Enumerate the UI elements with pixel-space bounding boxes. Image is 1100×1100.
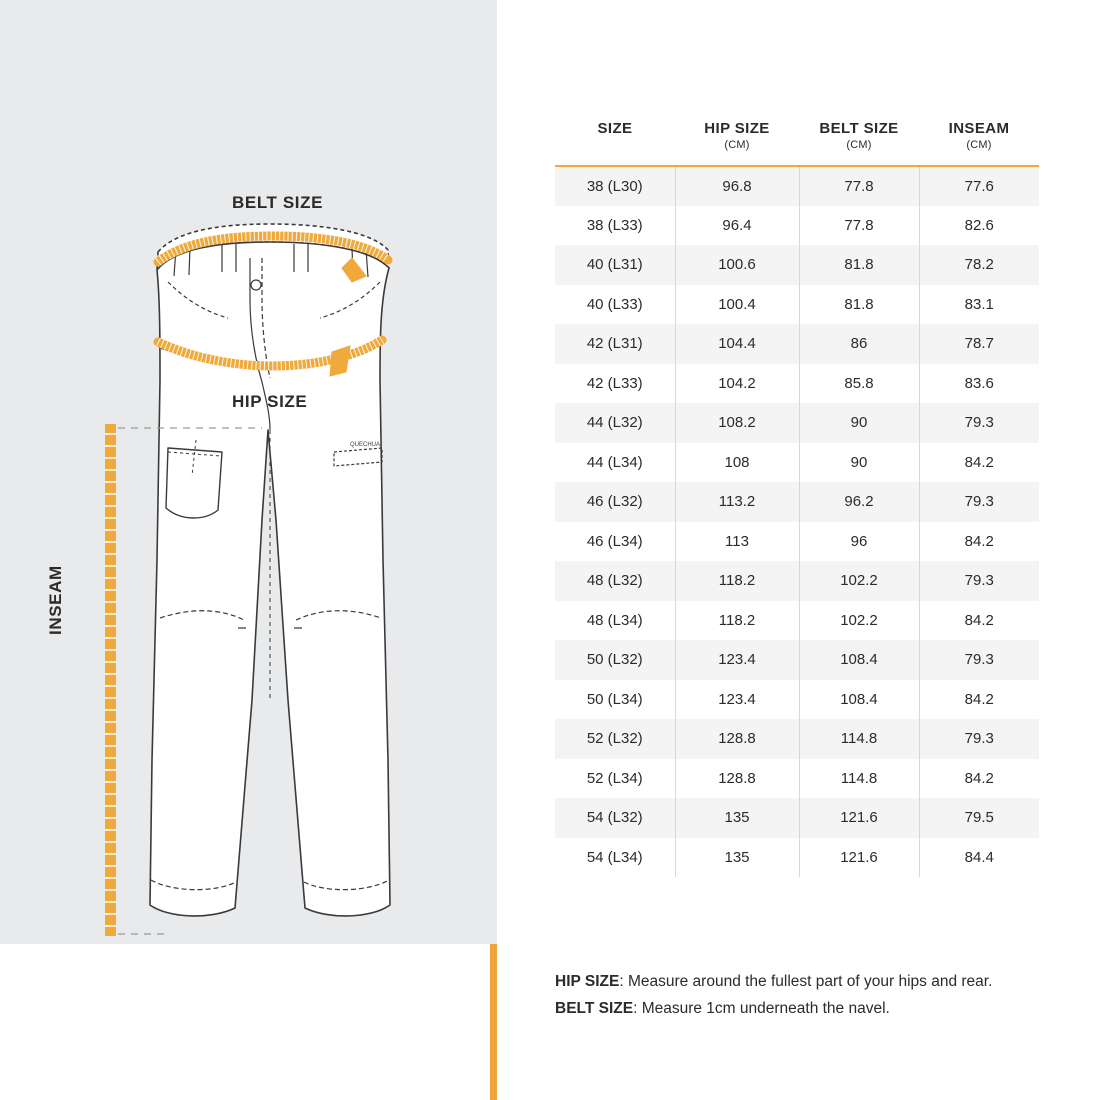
cell-hip-size: 108: [675, 443, 799, 483]
table-body: [555, 166, 1039, 877]
cell-size: 42 (L33): [555, 364, 675, 404]
cell-inseam: 78.2: [964, 256, 994, 274]
column-header-hip-size-unit: (CM): [724, 139, 750, 151]
table-row: [555, 166, 1039, 206]
cell-size: 48 (L34): [555, 601, 675, 641]
cell-size: 52 (L34): [555, 759, 675, 799]
column-header-belt-size-label: BELT SIZE: [819, 120, 899, 137]
cell-belt-size: 90: [799, 443, 919, 483]
cell-hip-size: 100.4: [675, 285, 799, 325]
cell-belt-size: 96: [799, 522, 919, 562]
belt-size-label: BELT SIZE: [232, 193, 324, 212]
table-row: [555, 206, 1039, 246]
size-table-panel: [497, 0, 1100, 1100]
cell-belt-size: 85.8: [799, 364, 919, 404]
cell-hip-size: 96.4: [675, 206, 799, 246]
table-row: [555, 798, 1039, 838]
cell-hip-size: 104.2: [675, 364, 799, 404]
size-chart-table: [555, 120, 1039, 877]
table-row: [555, 838, 1039, 878]
cell-hip-size: 128.8: [675, 759, 799, 799]
cell-hip-size: 118.2: [675, 601, 799, 641]
table-row: [555, 680, 1039, 720]
note-hip-size-term: HIP SIZE: [555, 973, 620, 990]
cell-belt-size: 114.8: [799, 759, 919, 799]
cell-hip-size: 96.8: [675, 166, 799, 206]
cell-belt-size: 77.8: [799, 166, 919, 206]
cell-size: 40 (L31): [555, 245, 675, 285]
cell-belt-size: 102.2: [799, 601, 919, 641]
column-header-inseam-unit: (CM): [966, 139, 992, 151]
table-row: [555, 561, 1039, 601]
cell-belt-size: 86: [799, 324, 919, 364]
table-row: [555, 601, 1039, 641]
cell-inseam: 84.2: [964, 690, 994, 708]
cell-inseam: 79.3: [964, 651, 994, 669]
cell-size: 46 (L32): [555, 482, 675, 522]
measurement-notes: [555, 968, 1075, 1022]
table-row: [555, 324, 1039, 364]
cell-hip-size: 128.8: [675, 719, 799, 759]
cell-size: 44 (L34): [555, 443, 675, 483]
column-header-inseam-label: INSEAM: [948, 120, 1010, 137]
table-row: [555, 245, 1039, 285]
cell-hip-size: 108.2: [675, 403, 799, 443]
table-row: [555, 482, 1039, 522]
cell-hip-size: 113: [675, 522, 799, 562]
cell-belt-size: 114.8: [799, 719, 919, 759]
cell-belt-size: 77.8: [799, 206, 919, 246]
cell-inseam: 84.2: [964, 611, 994, 629]
column-header-hip-size: [675, 120, 799, 166]
column-header-hip-size-label: HIP SIZE: [704, 120, 770, 137]
cell-belt-size: 102.2: [799, 561, 919, 601]
note-belt-size: [555, 995, 1075, 1022]
cell-size: 38 (L30): [555, 166, 675, 206]
cell-inseam: 77.6: [964, 177, 994, 195]
illustration-panel: [0, 0, 497, 944]
column-header-inseam: [919, 120, 1039, 166]
note-belt-size-text: : Measure 1cm underneath the navel.: [633, 1000, 890, 1018]
cell-inseam: 84.2: [964, 769, 994, 787]
cell-size: 48 (L32): [555, 561, 675, 601]
cell-hip-size: 135: [675, 838, 799, 878]
cell-belt-size: 90: [799, 403, 919, 443]
cell-hip-size: 113.2: [675, 482, 799, 522]
cell-size: 50 (L34): [555, 680, 675, 720]
cell-hip-size: 104.4: [675, 324, 799, 364]
inseam-label: INSEAM: [46, 565, 65, 635]
cell-hip-size: 123.4: [675, 680, 799, 720]
cell-inseam: 84.2: [964, 532, 994, 550]
column-header-size-label: SIZE: [597, 120, 633, 137]
table-header-row: [555, 120, 1039, 166]
cell-hip-size: 135: [675, 798, 799, 838]
note-hip-size-text: : Measure around the fullest part of your hips and rear.: [619, 973, 993, 990]
cell-belt-size: 81.8: [799, 285, 919, 325]
cell-inseam: 79.5: [964, 809, 994, 827]
cell-inseam: 79.3: [964, 572, 994, 590]
note-hip-size: [555, 968, 1075, 995]
cell-size: 44 (L32): [555, 403, 675, 443]
column-header-belt-size: [799, 120, 919, 166]
cell-hip-size: 100.6: [675, 245, 799, 285]
cell-inseam: 82.6: [964, 216, 994, 234]
pants-illustration: [0, 0, 497, 944]
cell-inseam: 84.4: [964, 848, 994, 866]
cell-size: 54 (L34): [555, 838, 675, 878]
cell-belt-size: 108.4: [799, 640, 919, 680]
cell-size: 52 (L32): [555, 719, 675, 759]
table-row: [555, 522, 1039, 562]
cell-size: 50 (L32): [555, 640, 675, 680]
cell-inseam: 83.1: [964, 295, 994, 313]
note-belt-size-term: BELT SIZE: [555, 1000, 634, 1018]
cell-inseam: 79.3: [964, 414, 994, 432]
table-row: [555, 285, 1039, 325]
hip-size-label: HIP SIZE: [232, 392, 308, 411]
cell-size: 38 (L33): [555, 206, 675, 246]
table-row: [555, 403, 1039, 443]
table-row: [555, 719, 1039, 759]
cell-inseam: 78.7: [964, 335, 994, 353]
cell-belt-size: 121.6: [799, 838, 919, 878]
inseam-ruler: [105, 424, 116, 936]
accent-bar: [490, 944, 497, 1100]
table-row: [555, 759, 1039, 799]
cell-belt-size: 121.6: [799, 798, 919, 838]
cell-belt-size: 81.8: [799, 245, 919, 285]
cell-inseam: 83.6: [964, 374, 994, 392]
cell-inseam: 84.2: [964, 453, 994, 471]
table-row: [555, 640, 1039, 680]
table-row: [555, 364, 1039, 404]
brand-tag: QUECHUA: [350, 442, 381, 448]
table-row: [555, 443, 1039, 483]
cell-size: 40 (L33): [555, 285, 675, 325]
column-header-belt-size-unit: (CM): [846, 139, 872, 151]
cell-belt-size: 96.2: [799, 482, 919, 522]
cell-size: 46 (L34): [555, 522, 675, 562]
cell-hip-size: 118.2: [675, 561, 799, 601]
cell-inseam: 79.3: [964, 730, 994, 748]
cell-inseam: 79.3: [964, 493, 994, 511]
column-header-size: [555, 120, 675, 166]
cell-hip-size: 123.4: [675, 640, 799, 680]
cell-size: 42 (L31): [555, 324, 675, 364]
cell-size: 54 (L32): [555, 798, 675, 838]
cell-belt-size: 108.4: [799, 680, 919, 720]
